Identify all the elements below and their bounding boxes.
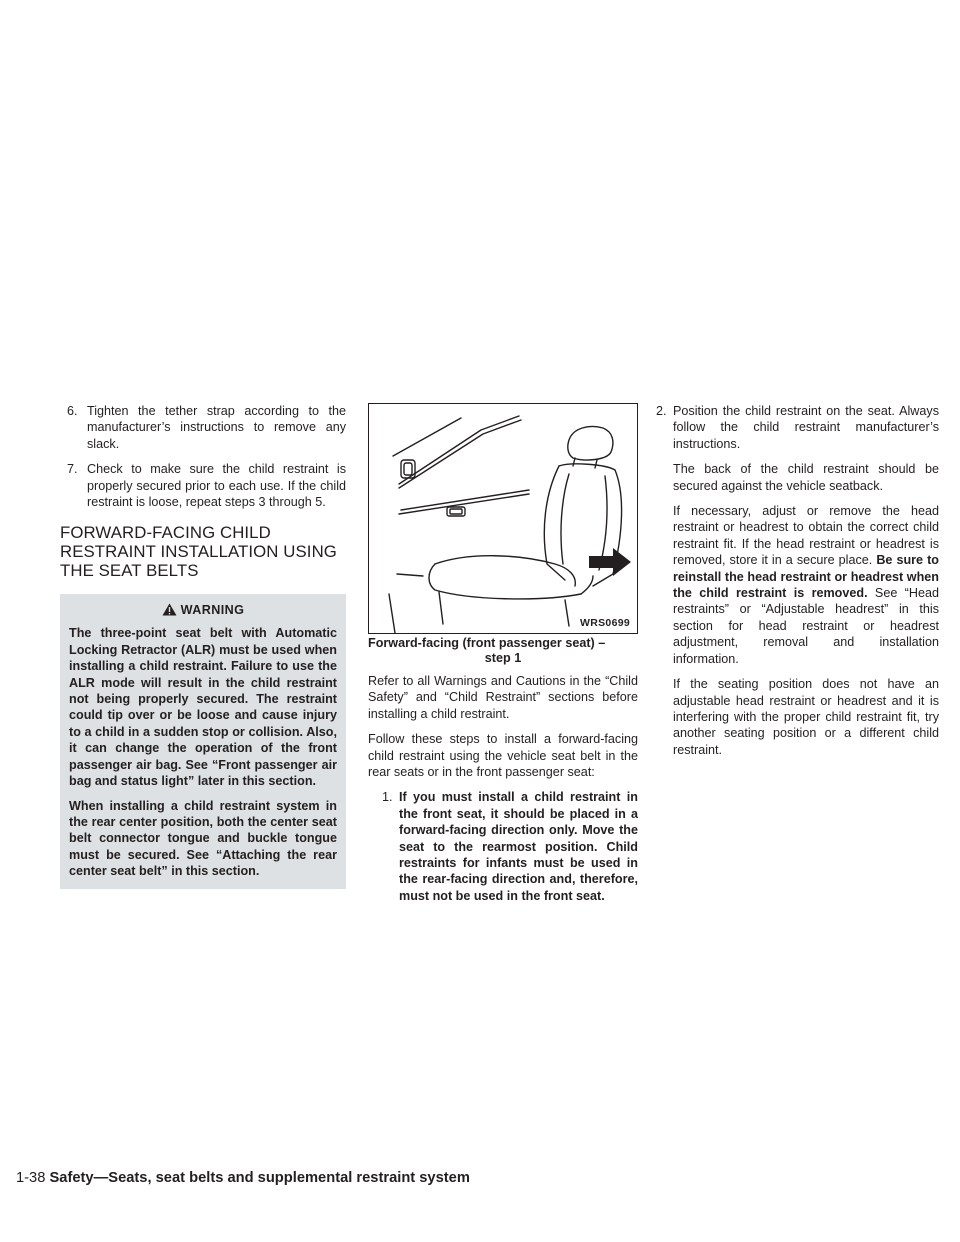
section-heading	[60, 523, 346, 580]
paragraph-text: If necessary, adjust or remove the head restraint or headrest to obtain the correct child restraint fit. If the head restraint or headrest is removed, store it in a secure place.	[673, 504, 939, 568]
step-text: Position the child restraint on the seat. Always follow the child restraint manufacturer’s instructions.	[673, 404, 939, 451]
heading-line: THE SEAT BELTS	[60, 561, 199, 581]
page-number: 1-38	[16, 1170, 46, 1186]
front-passenger-seat-drawing	[369, 404, 637, 633]
caption-line: step 1	[484, 650, 522, 665]
step-7	[60, 461, 346, 510]
seat-illustration	[368, 403, 638, 634]
body-paragraph: If the seating position does not have an adjustable head restraint or headrest and it is interfering with the proper child restraint fit, try another seating position or a different child restraint.	[673, 677, 939, 757]
warning-paragraph: When installing a child restraint system in the rear center position, both the center seat belt connector tongue and buckle tongue must be secured. See “Attaching the rear center seat belt” in this section.	[69, 798, 337, 879]
caption-line: Forward-facing (front passenger seat) –	[368, 636, 606, 650]
body-paragraph	[656, 503, 939, 667]
warning-header	[69, 594, 337, 625]
step-number: 1.	[382, 790, 393, 805]
middle-column	[368, 403, 638, 913]
page-footer	[16, 1170, 470, 1186]
heading-line: FORWARD-FACING CHILD	[60, 523, 271, 543]
body-paragraph: The back of the child restraint should be secured against the vehicle seatback.	[673, 462, 939, 493]
step-2	[656, 403, 939, 452]
body-paragraph: Refer to all Warnings and Cautions in the “Child Safety” and “Child Restraint” sections before installing a child restraint.	[368, 674, 638, 721]
figure-code: WRS0699	[580, 616, 630, 629]
body-paragraph: Follow these steps to install a forward-facing child restraint using the vehicle seat belt in the rear seats or in the front passenger seat:	[368, 732, 638, 780]
warning-title: WARNING	[180, 602, 245, 617]
step-number: 2.	[656, 404, 667, 418]
step-number: 7.	[67, 462, 78, 477]
step-text: If you must install a child restraint in the front seat, it should be placed in a forward-facing direction only. Move the seat to the rearmost position. Child restraints for infants must be used in the rear-facing direction and, therefore, must not be used in the front seat.	[399, 790, 638, 903]
step-text: Check to make sure the child restraint is properly secured prior to each use. If the child restraint is loose, repeat steps 3 through 5.	[87, 462, 346, 510]
paragraph-bold-text: Be sure to reinstall the head restraint or headrest when the child restraint is removed.	[673, 553, 939, 601]
figure-caption	[368, 636, 638, 665]
warning-paragraph: The three-point seat belt with Automatic Locking Retractor (ALR) must be used when installing a child restraint. Failure to use the ALR mode will result in the child restraint not being properly secured. The restraint could tip over or be loose and cause injury to a child in a sudden stop or collision. Also, it can change the operation of the front passenger air bag. See “Front passenger air bag and status light” later in this section.	[69, 626, 337, 789]
footer-title: Safety—Seats, seat belts and supplemental restraint system	[49, 1170, 470, 1186]
right-column	[656, 403, 939, 767]
warning-box	[60, 594, 346, 888]
step-text: Tighten the tether strap according to the manufacturer’s instructions to remove any slack.	[87, 404, 346, 451]
step-1	[368, 789, 638, 904]
heading-line: RESTRAINT INSTALLATION USING	[60, 542, 337, 562]
paragraph-text: See “Head restraints” or “Adjustable headrest” in this section for head restraint or headrest adjustment, removal and installation information.	[673, 586, 939, 666]
warning-triangle-icon	[162, 603, 177, 616]
step-6	[60, 403, 346, 452]
step-number: 6.	[67, 404, 78, 418]
left-column	[60, 403, 346, 889]
